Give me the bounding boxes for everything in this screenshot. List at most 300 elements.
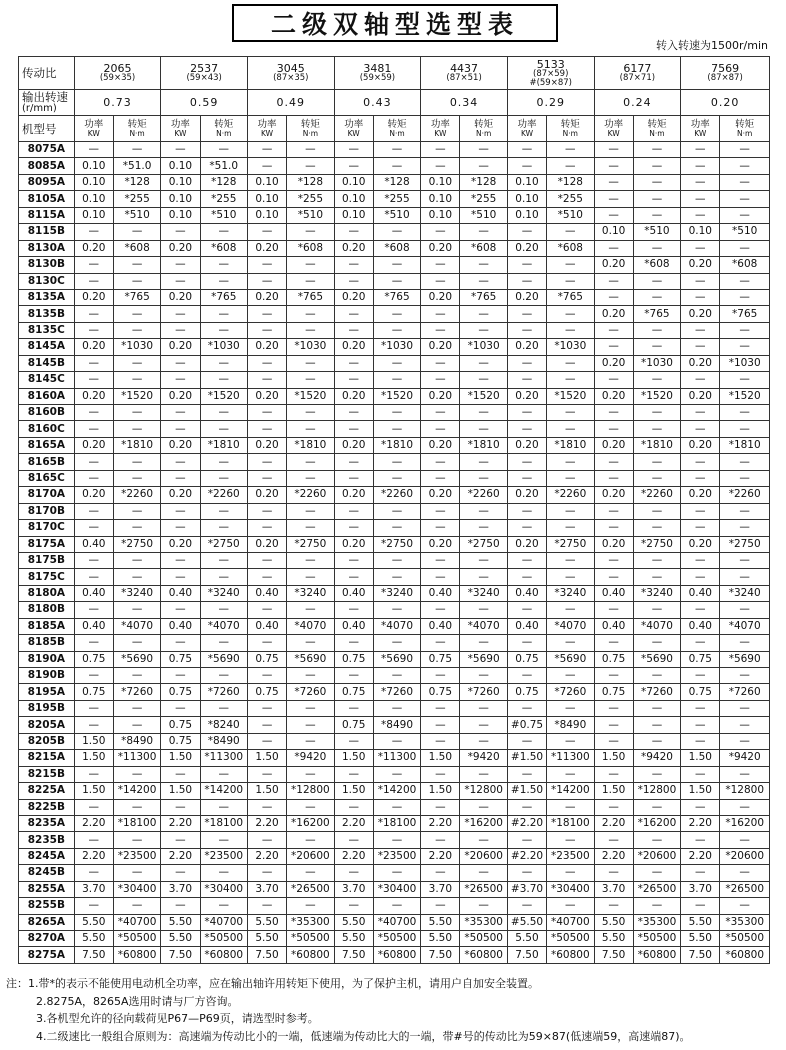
torque-cell: — [460,257,507,273]
torque-cell: — [547,668,594,684]
power-cell: 0.10 [507,191,546,207]
torque-cell: — [547,832,594,848]
power-cell: — [334,306,373,322]
torque-cell: — [287,322,334,338]
power-cell: — [594,273,633,289]
power-cell: — [421,668,460,684]
torque-cell: *26500 [287,881,334,897]
power-cell: — [247,257,286,273]
torque-cell: — [547,257,594,273]
torque-unit: N·m [129,128,145,138]
torque-cell: — [720,158,770,174]
torque-cell: *12800 [460,783,507,799]
ratio-value: 4437 [450,62,479,75]
power-cell: — [74,898,113,914]
torque-cell: — [460,668,507,684]
power-cell: — [421,733,460,749]
ratio-breakdown: (59×43) [186,73,222,83]
power-cell: 0.20 [421,487,460,503]
model-cell: 8215A [19,750,75,766]
torque-cell: — [460,372,507,388]
model-cell: 8190A [19,651,75,667]
power-cell: 2.20 [247,815,286,831]
power-cell: — [421,569,460,585]
power-cell: 0.10 [594,224,633,240]
ratio-header-cell [74,57,161,90]
power-unit: KW [607,128,620,138]
ratio-header-cell [681,57,770,90]
torque-cell: *35300 [720,914,770,930]
torque-cell: *11300 [547,750,594,766]
power-cell: #1.50 [507,783,546,799]
torque-cell: *608 [200,240,247,256]
torque-cell: — [200,273,247,289]
power-cell: — [594,289,633,305]
power-cell: — [421,832,460,848]
power-cell: 1.50 [74,783,113,799]
torque-cell: — [287,142,334,158]
torque-cell: — [287,405,334,421]
model-cell: 8235B [19,832,75,848]
power-label: 功率 [430,118,450,130]
ratio-value: 7569 [711,62,740,75]
table-row [19,766,770,782]
torque-cell: — [720,470,770,486]
power-cell: — [74,421,113,437]
torque-cell: — [200,503,247,519]
torque-cell: *7260 [460,684,507,700]
torque-cell: — [287,733,334,749]
torque-cell: — [720,668,770,684]
torque-cell: *11300 [373,750,420,766]
input-speed-note: 转入转速为1500r/min [656,39,768,52]
torque-cell: *1030 [460,339,507,355]
torque-cell: *4070 [113,618,160,634]
power-cell: — [507,273,546,289]
torque-cell: — [287,257,334,273]
table-row [19,914,770,930]
torque-cell: — [547,799,594,815]
power-cell: — [161,602,200,618]
torque-cell: — [113,799,160,815]
power-cell: — [74,635,113,651]
selection-table [18,56,770,964]
title-box [232,4,558,42]
power-cell: — [161,454,200,470]
torque-cell: *5690 [720,651,770,667]
output-speed-unit: (r/mm) [22,102,57,114]
torque-cell: — [547,224,594,240]
torque-cell: — [633,700,680,716]
power-cell: — [594,898,633,914]
model-cell: 8235A [19,815,75,831]
torque-cell: — [373,635,420,651]
power-cell: — [681,405,720,421]
torque-cell: — [633,470,680,486]
torque-cell: — [373,799,420,815]
torque-cell: — [547,635,594,651]
power-cell: — [681,421,720,437]
torque-cell: — [720,503,770,519]
torque-cell: *1520 [373,388,420,404]
torque-cell: *2260 [287,487,334,503]
torque-cell: *7260 [547,684,594,700]
torque-cell: — [720,142,770,158]
power-cell: 0.40 [334,585,373,601]
torque-cell: — [633,191,680,207]
power-cell: — [334,421,373,437]
torque-cell: *2260 [460,487,507,503]
power-cell: — [334,142,373,158]
power-cell: — [507,355,546,371]
torque-cell: — [373,503,420,519]
power-unit: KW [174,128,187,138]
torque-cell: — [547,700,594,716]
torque-cell: *2260 [200,487,247,503]
power-cell: — [681,207,720,223]
power-cell: — [421,224,460,240]
torque-cell: — [113,405,160,421]
torque-cell: *2750 [200,536,247,552]
torque-cell: — [373,865,420,881]
torque-cell: — [633,273,680,289]
power-cell: 0.40 [421,618,460,634]
power-cell: — [507,503,546,519]
torque-cell: — [720,174,770,190]
power-cell: — [507,569,546,585]
power-cell: — [334,865,373,881]
power-cell: — [681,372,720,388]
torque-cell: — [547,355,594,371]
power-cell: — [161,257,200,273]
torque-cell: *4070 [720,618,770,634]
power-cell: 5.50 [247,914,286,930]
torque-cell: *26500 [720,881,770,897]
torque-unit: N·m [302,128,319,138]
power-header-cell [681,116,720,142]
power-cell: 7.50 [161,947,200,963]
torque-cell: — [200,898,247,914]
power-unit: KW [347,128,360,138]
power-cell: 0.75 [334,684,373,700]
ratio-header-cell [421,57,508,90]
power-cell: — [421,273,460,289]
torque-cell: *1810 [200,437,247,453]
torque-unit: N·m [389,128,405,138]
torque-cell: — [633,733,680,749]
torque-cell: *1810 [113,437,160,453]
torque-label: 转矩 [560,118,580,130]
torque-cell: — [200,700,247,716]
torque-cell: *4070 [547,618,594,634]
power-cell: — [74,799,113,815]
power-cell: 0.20 [594,355,633,371]
power-cell: 0.10 [421,191,460,207]
power-cell: 0.75 [507,651,546,667]
power-cell: #5.50 [507,914,546,930]
torque-cell: — [547,158,594,174]
power-cell: — [161,635,200,651]
power-cell: — [594,602,633,618]
torque-cell: *8490 [547,717,594,733]
torque-cell: *510 [547,207,594,223]
torque-cell: *608 [113,240,160,256]
torque-cell: — [200,865,247,881]
torque-cell: *2260 [720,487,770,503]
output-speed-cell: 0.73 [74,90,161,116]
torque-cell: *20600 [633,848,680,864]
power-cell: — [594,700,633,716]
torque-cell: *1030 [633,355,680,371]
torque-cell: *4070 [287,618,334,634]
model-cell: 8085A [19,158,75,174]
power-cell: 7.50 [74,947,113,963]
torque-cell: *8490 [113,733,160,749]
model-cell: 8275A [19,947,75,963]
power-cell: 3.70 [74,881,113,897]
power-cell: 3.70 [421,881,460,897]
power-cell: — [681,191,720,207]
power-unit: KW [261,128,274,138]
power-cell: 0.20 [161,289,200,305]
model-cell: 8095A [19,174,75,190]
torque-cell: *510 [200,207,247,223]
torque-unit: N·m [562,128,578,138]
torque-cell: — [460,799,507,815]
torque-cell: *1520 [720,388,770,404]
torque-cell: — [373,273,420,289]
torque-unit: N·m [216,128,232,138]
torque-cell: — [720,454,770,470]
torque-cell: — [547,322,594,338]
power-cell: — [247,142,286,158]
power-cell: — [507,668,546,684]
torque-cell: — [200,766,247,782]
torque-cell: *9420 [460,750,507,766]
power-cell: 0.20 [681,487,720,503]
output-speed-cell: 0.59 [161,90,248,116]
model-cell: 8190B [19,668,75,684]
table-row [19,635,770,651]
power-cell: — [74,454,113,470]
power-cell: — [161,898,200,914]
power-cell: #2.20 [507,848,546,864]
power-cell: 0.20 [594,257,633,273]
torque-cell: *2260 [633,487,680,503]
table-row [19,569,770,585]
power-cell: 0.20 [74,339,113,355]
power-cell: 0.20 [421,289,460,305]
power-cell: 0.40 [74,536,113,552]
power-cell: — [594,766,633,782]
power-cell: — [681,898,720,914]
torque-cell: *1030 [287,339,334,355]
power-cell: 0.10 [247,191,286,207]
power-cell: — [681,668,720,684]
power-cell: 0.75 [681,651,720,667]
torque-cell: — [720,865,770,881]
power-cell: 0.10 [161,174,200,190]
torque-header-cell [287,116,334,142]
torque-label: 转矩 [300,118,320,130]
power-cell: 0.75 [161,684,200,700]
model-cell: 8205A [19,717,75,733]
torque-cell: — [633,635,680,651]
torque-cell: — [547,898,594,914]
torque-cell: — [547,142,594,158]
power-cell: — [334,224,373,240]
power-cell: — [74,552,113,568]
torque-cell: *12800 [633,783,680,799]
torque-cell: — [373,306,420,322]
torque-cell: — [720,289,770,305]
power-cell: 2.20 [334,815,373,831]
power-unit: KW [87,128,100,138]
torque-cell: *510 [633,224,680,240]
power-cell: #0.75 [507,717,546,733]
torque-cell: *1030 [113,339,160,355]
power-cell: — [247,306,286,322]
power-cell: — [334,602,373,618]
power-cell: 5.50 [681,931,720,947]
torque-cell: *255 [200,191,247,207]
power-label: 功率 [344,118,364,130]
table-row [19,585,770,601]
torque-cell: — [460,865,507,881]
power-cell: — [594,503,633,519]
torque-cell: *20600 [287,848,334,864]
power-cell: — [421,865,460,881]
power-cell: — [594,191,633,207]
table-row [19,257,770,273]
model-cell: 8115A [19,207,75,223]
power-cell: — [247,421,286,437]
torque-cell: *255 [113,191,160,207]
torque-cell: *26500 [633,881,680,897]
power-cell: — [681,832,720,848]
torque-cell: *7260 [287,684,334,700]
torque-cell: *128 [200,174,247,190]
torque-cell: *40700 [200,914,247,930]
torque-cell: *608 [633,257,680,273]
torque-cell: *765 [460,289,507,305]
power-cell: 0.20 [161,536,200,552]
torque-cell: — [373,700,420,716]
torque-cell: *1810 [720,437,770,453]
note-line: 3.各机型允许的径向载荷见P67—P69页，请选型时参考。 [36,1012,319,1025]
model-cell: 8175C [19,569,75,585]
torque-cell: — [373,470,420,486]
torque-cell: — [113,552,160,568]
output-speed-cell: 0.43 [334,90,421,116]
power-cell: — [74,520,113,536]
torque-cell: *1520 [200,388,247,404]
table-row [19,487,770,503]
power-cell: 0.75 [594,651,633,667]
torque-cell: *60800 [460,947,507,963]
ratio-breakdown-alt: #(59×87) [529,77,572,88]
torque-cell: *16200 [287,815,334,831]
table-row [19,536,770,552]
power-cell: — [507,224,546,240]
power-cell: — [507,142,546,158]
power-cell: 5.50 [334,914,373,930]
power-cell: — [421,635,460,651]
output-speed-cell: 0.20 [681,90,770,116]
power-cell: — [421,257,460,273]
power-cell: — [74,602,113,618]
power-cell: 2.20 [421,848,460,864]
torque-cell: *2750 [373,536,420,552]
power-cell: 0.20 [161,487,200,503]
power-cell: — [161,520,200,536]
model-cell: 8145C [19,372,75,388]
torque-cell: *35300 [460,914,507,930]
ratio-header-cell [594,57,681,90]
power-cell: 0.75 [594,684,633,700]
model-cell: 8170B [19,503,75,519]
power-cell: — [681,470,720,486]
torque-cell: — [113,273,160,289]
table-row [19,503,770,519]
power-cell: — [247,717,286,733]
torque-cell: — [287,602,334,618]
torque-cell: *1520 [547,388,594,404]
torque-cell: — [720,322,770,338]
power-cell: — [421,322,460,338]
power-cell: — [421,799,460,815]
power-cell: 0.75 [334,651,373,667]
power-cell: 0.75 [161,733,200,749]
power-cell: — [507,306,546,322]
torque-cell: *765 [720,306,770,322]
power-cell: — [161,832,200,848]
power-cell: — [247,224,286,240]
torque-cell: *9420 [720,750,770,766]
torque-cell: — [547,421,594,437]
table-row [19,700,770,716]
power-cell: — [681,700,720,716]
power-cell: — [421,405,460,421]
power-cell: — [74,322,113,338]
power-cell: — [334,158,373,174]
power-cell: 5.50 [681,914,720,930]
power-cell: — [334,454,373,470]
power-cell: — [334,322,373,338]
torque-cell: *23500 [547,848,594,864]
power-cell: 0.20 [507,536,546,552]
power-cell: — [594,405,633,421]
power-cell: 2.20 [161,815,200,831]
power-cell: 0.20 [161,437,200,453]
model-cell: 8255B [19,898,75,914]
torque-cell: — [287,273,334,289]
power-cell: 1.50 [74,750,113,766]
model-cell: 8185B [19,635,75,651]
power-cell: — [161,322,200,338]
power-cell: — [247,552,286,568]
power-cell: — [421,372,460,388]
torque-cell: *50500 [633,931,680,947]
torque-cell: — [200,832,247,848]
torque-cell: — [200,322,247,338]
torque-cell: — [200,421,247,437]
torque-cell: — [113,602,160,618]
torque-cell: *8490 [373,717,420,733]
power-cell: — [681,602,720,618]
power-cell: 0.20 [681,437,720,453]
torque-cell: — [460,569,507,585]
